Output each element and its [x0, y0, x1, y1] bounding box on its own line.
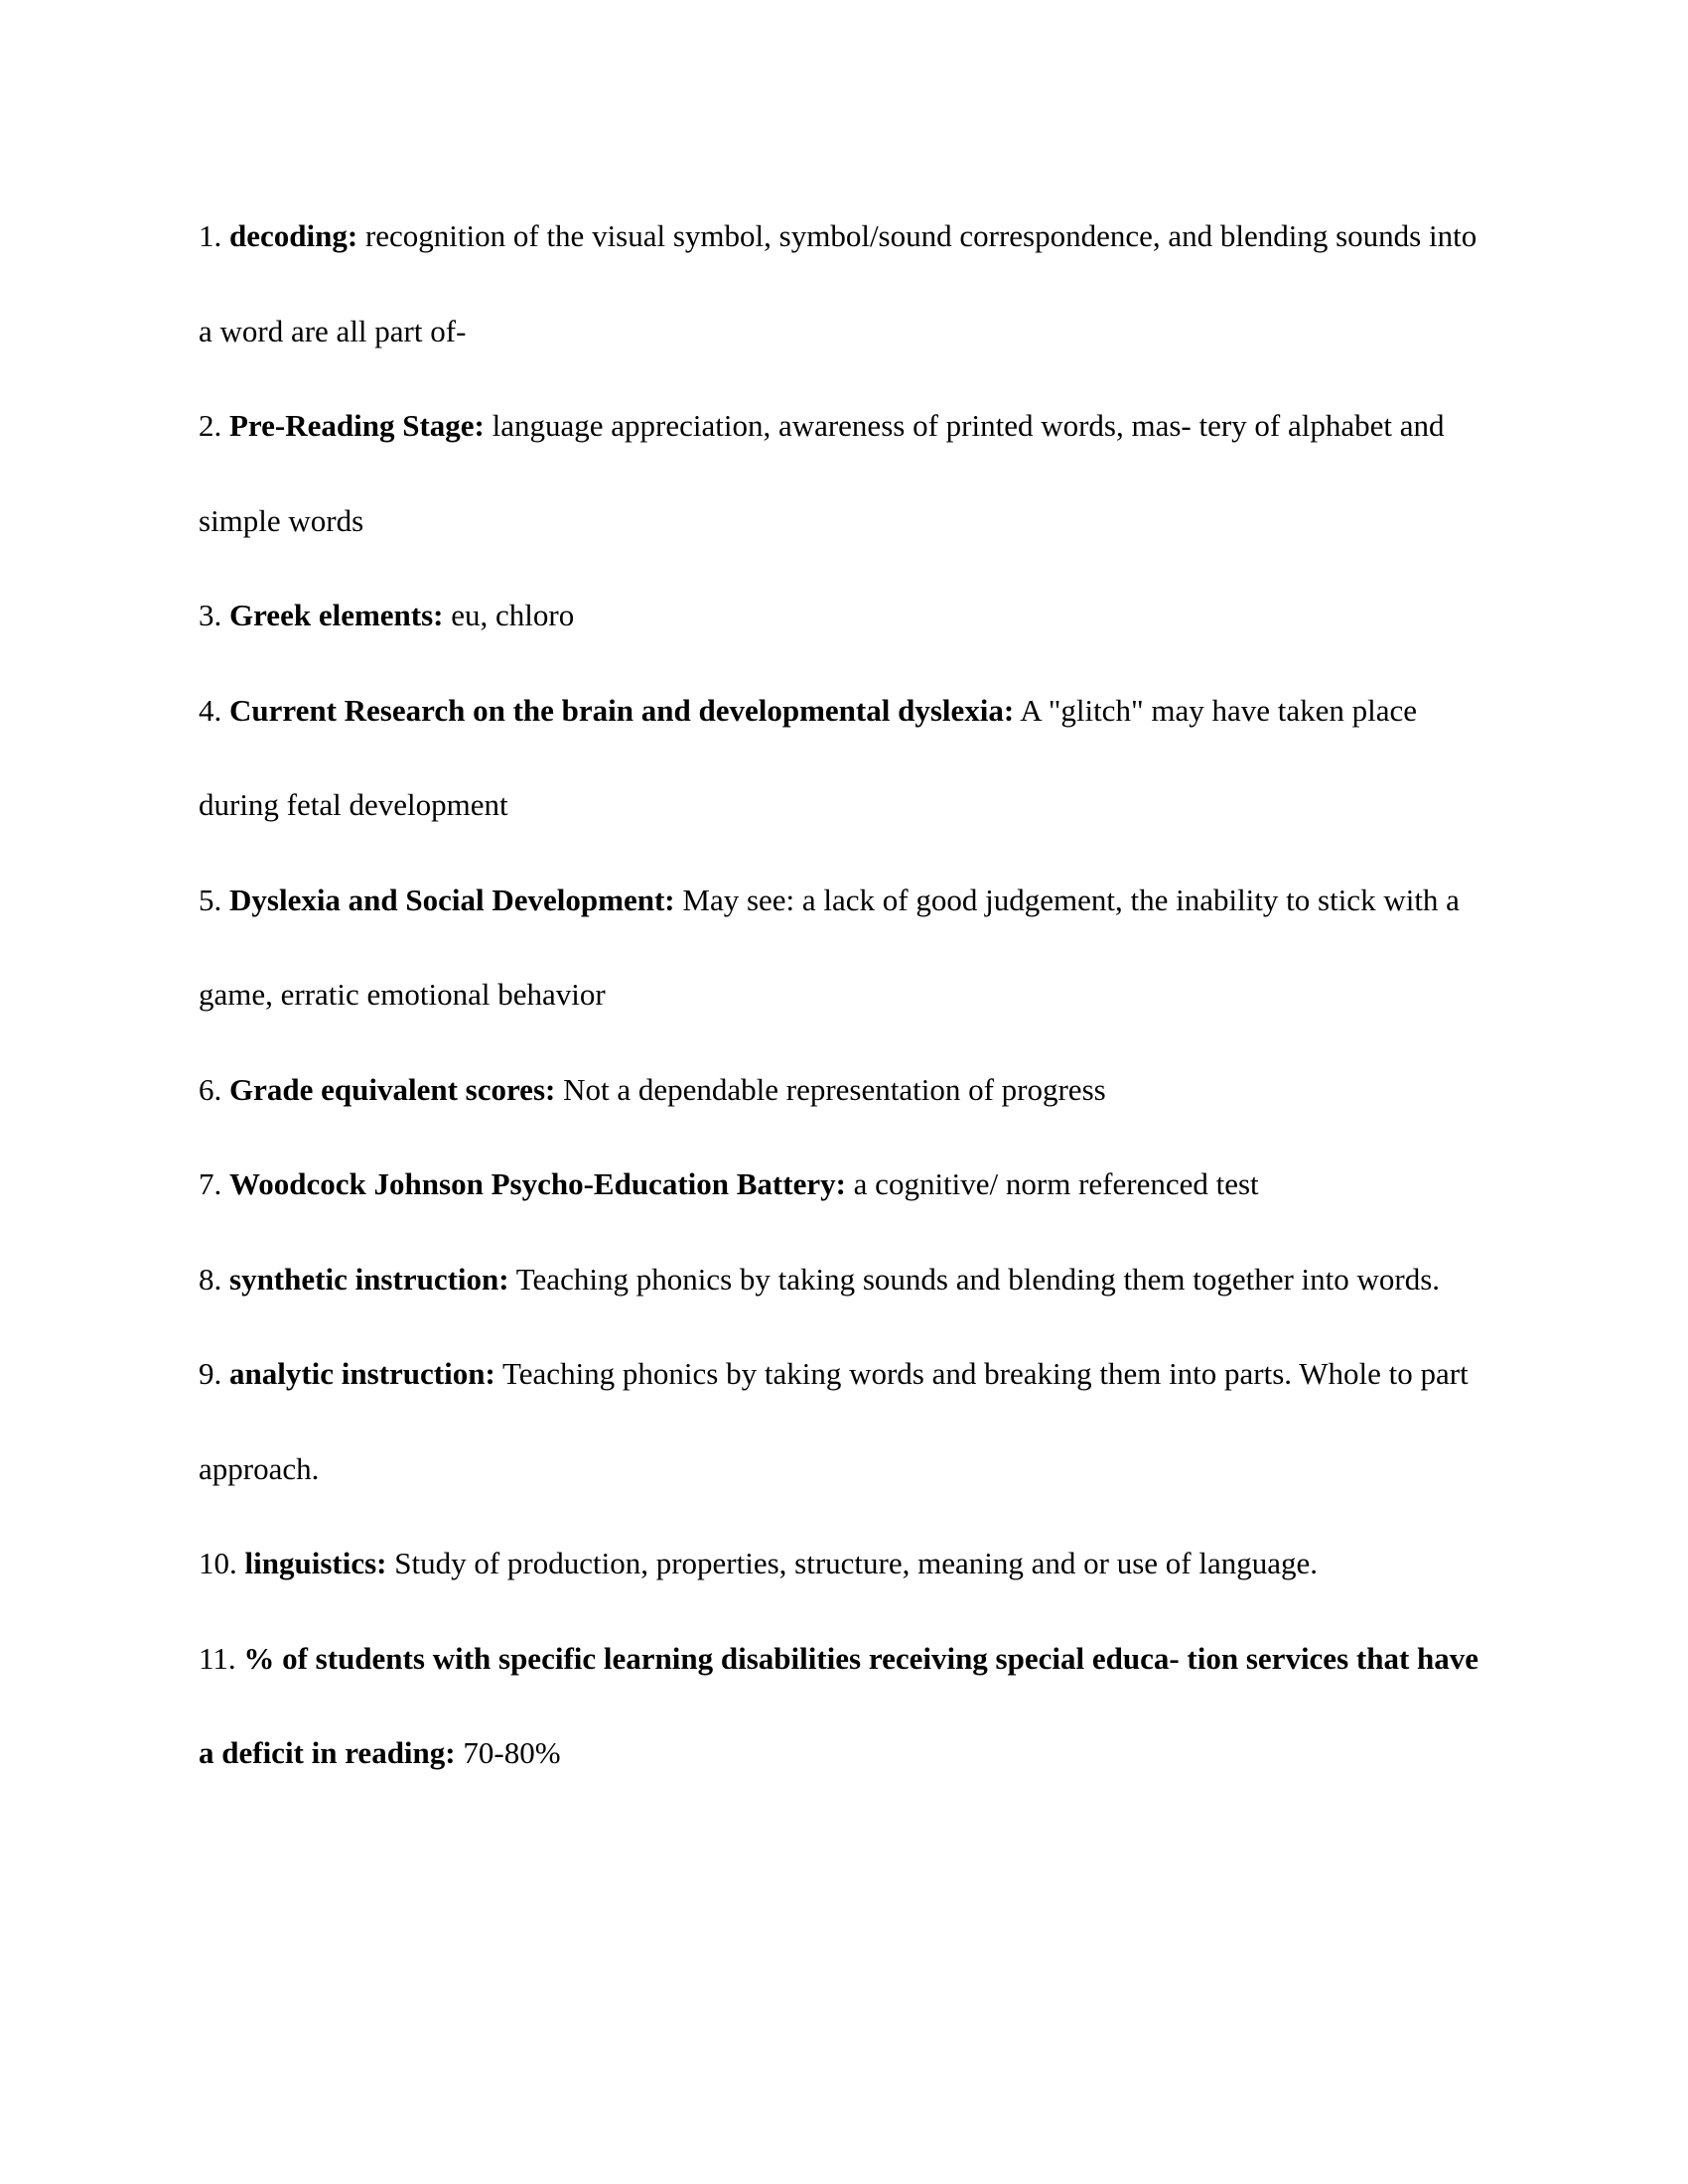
- entry-6: [199, 1042, 1489, 1138]
- entry-number: 7.: [199, 1166, 222, 1201]
- entry-term: Greek elements:: [229, 598, 444, 632]
- entry-number: 6.: [199, 1071, 222, 1107]
- entry-term: % of students with specific learning disabilities receiving special educa- tion services that have a deficit in reading:: [199, 1640, 1479, 1770]
- entry-5: [199, 853, 1489, 1042]
- entry-term: Dyslexia and Social Development:: [229, 882, 675, 917]
- entry-definition: Study of production, properties, structure, meaning and or use of language.: [394, 1546, 1318, 1580]
- entry-term: Current Research on the brain and developmental dyslexia:: [229, 692, 1015, 728]
- entry-2: [199, 378, 1489, 568]
- entry-number: 9.: [199, 1356, 222, 1391]
- entry-definition: 70-80%: [463, 1735, 561, 1770]
- entry-definition: Not a dependable representation of progress: [563, 1071, 1106, 1107]
- entry-number: 8.: [199, 1261, 222, 1297]
- entry-definition: A "glitch" may have taken place during fetal development: [199, 692, 1418, 822]
- entry-1: [199, 189, 1489, 378]
- entry-term: Grade equivalent scores:: [229, 1071, 556, 1107]
- entry-number: 4.: [199, 692, 222, 728]
- entry-definition: eu, chloro: [451, 598, 575, 632]
- entry-8: [199, 1232, 1489, 1327]
- entry-11: [199, 1611, 1489, 1801]
- entry-definition: May see: a lack of good judgement, the inability to stick with a game, erratic emotional behavior: [199, 882, 1460, 1012]
- entry-term: decoding:: [229, 218, 358, 253]
- entry-10: [199, 1516, 1489, 1611]
- entry-number: 5.: [199, 882, 222, 917]
- entry-definition: Teaching phonics by taking sounds and blending them together into words.: [515, 1261, 1441, 1297]
- entry-definition: language appreciation, awareness of printed words, mas- tery of alphabet and simple words: [199, 408, 1445, 538]
- entry-definition: recognition of the visual symbol, symbol/sound correspondence, and blending sounds into a word are all part of-: [199, 218, 1477, 348]
- entry-3: [199, 568, 1489, 663]
- entry-term: synthetic instruction:: [229, 1261, 509, 1297]
- entry-9: [199, 1326, 1489, 1516]
- entry-number: 10.: [199, 1546, 237, 1580]
- entry-definition: a cognitive/ norm referenced test: [853, 1166, 1259, 1201]
- document-page: [199, 189, 1489, 1801]
- entry-7: [199, 1137, 1489, 1232]
- entry-term: Woodcock Johnson Psycho-Education Battery:: [229, 1166, 846, 1201]
- entry-definition: Teaching phonics by taking words and breaking them into parts. Whole to part approach.: [199, 1356, 1469, 1486]
- entry-number: 11.: [199, 1640, 236, 1676]
- entry-number: 3.: [199, 598, 222, 632]
- entry-term: Pre-Reading Stage:: [229, 408, 485, 443]
- entry-term: linguistics:: [244, 1546, 387, 1580]
- entry-number: 2.: [199, 408, 222, 443]
- entry-number: 1.: [199, 218, 222, 253]
- entry-term: analytic instruction:: [229, 1356, 495, 1391]
- entry-4: [199, 663, 1489, 853]
